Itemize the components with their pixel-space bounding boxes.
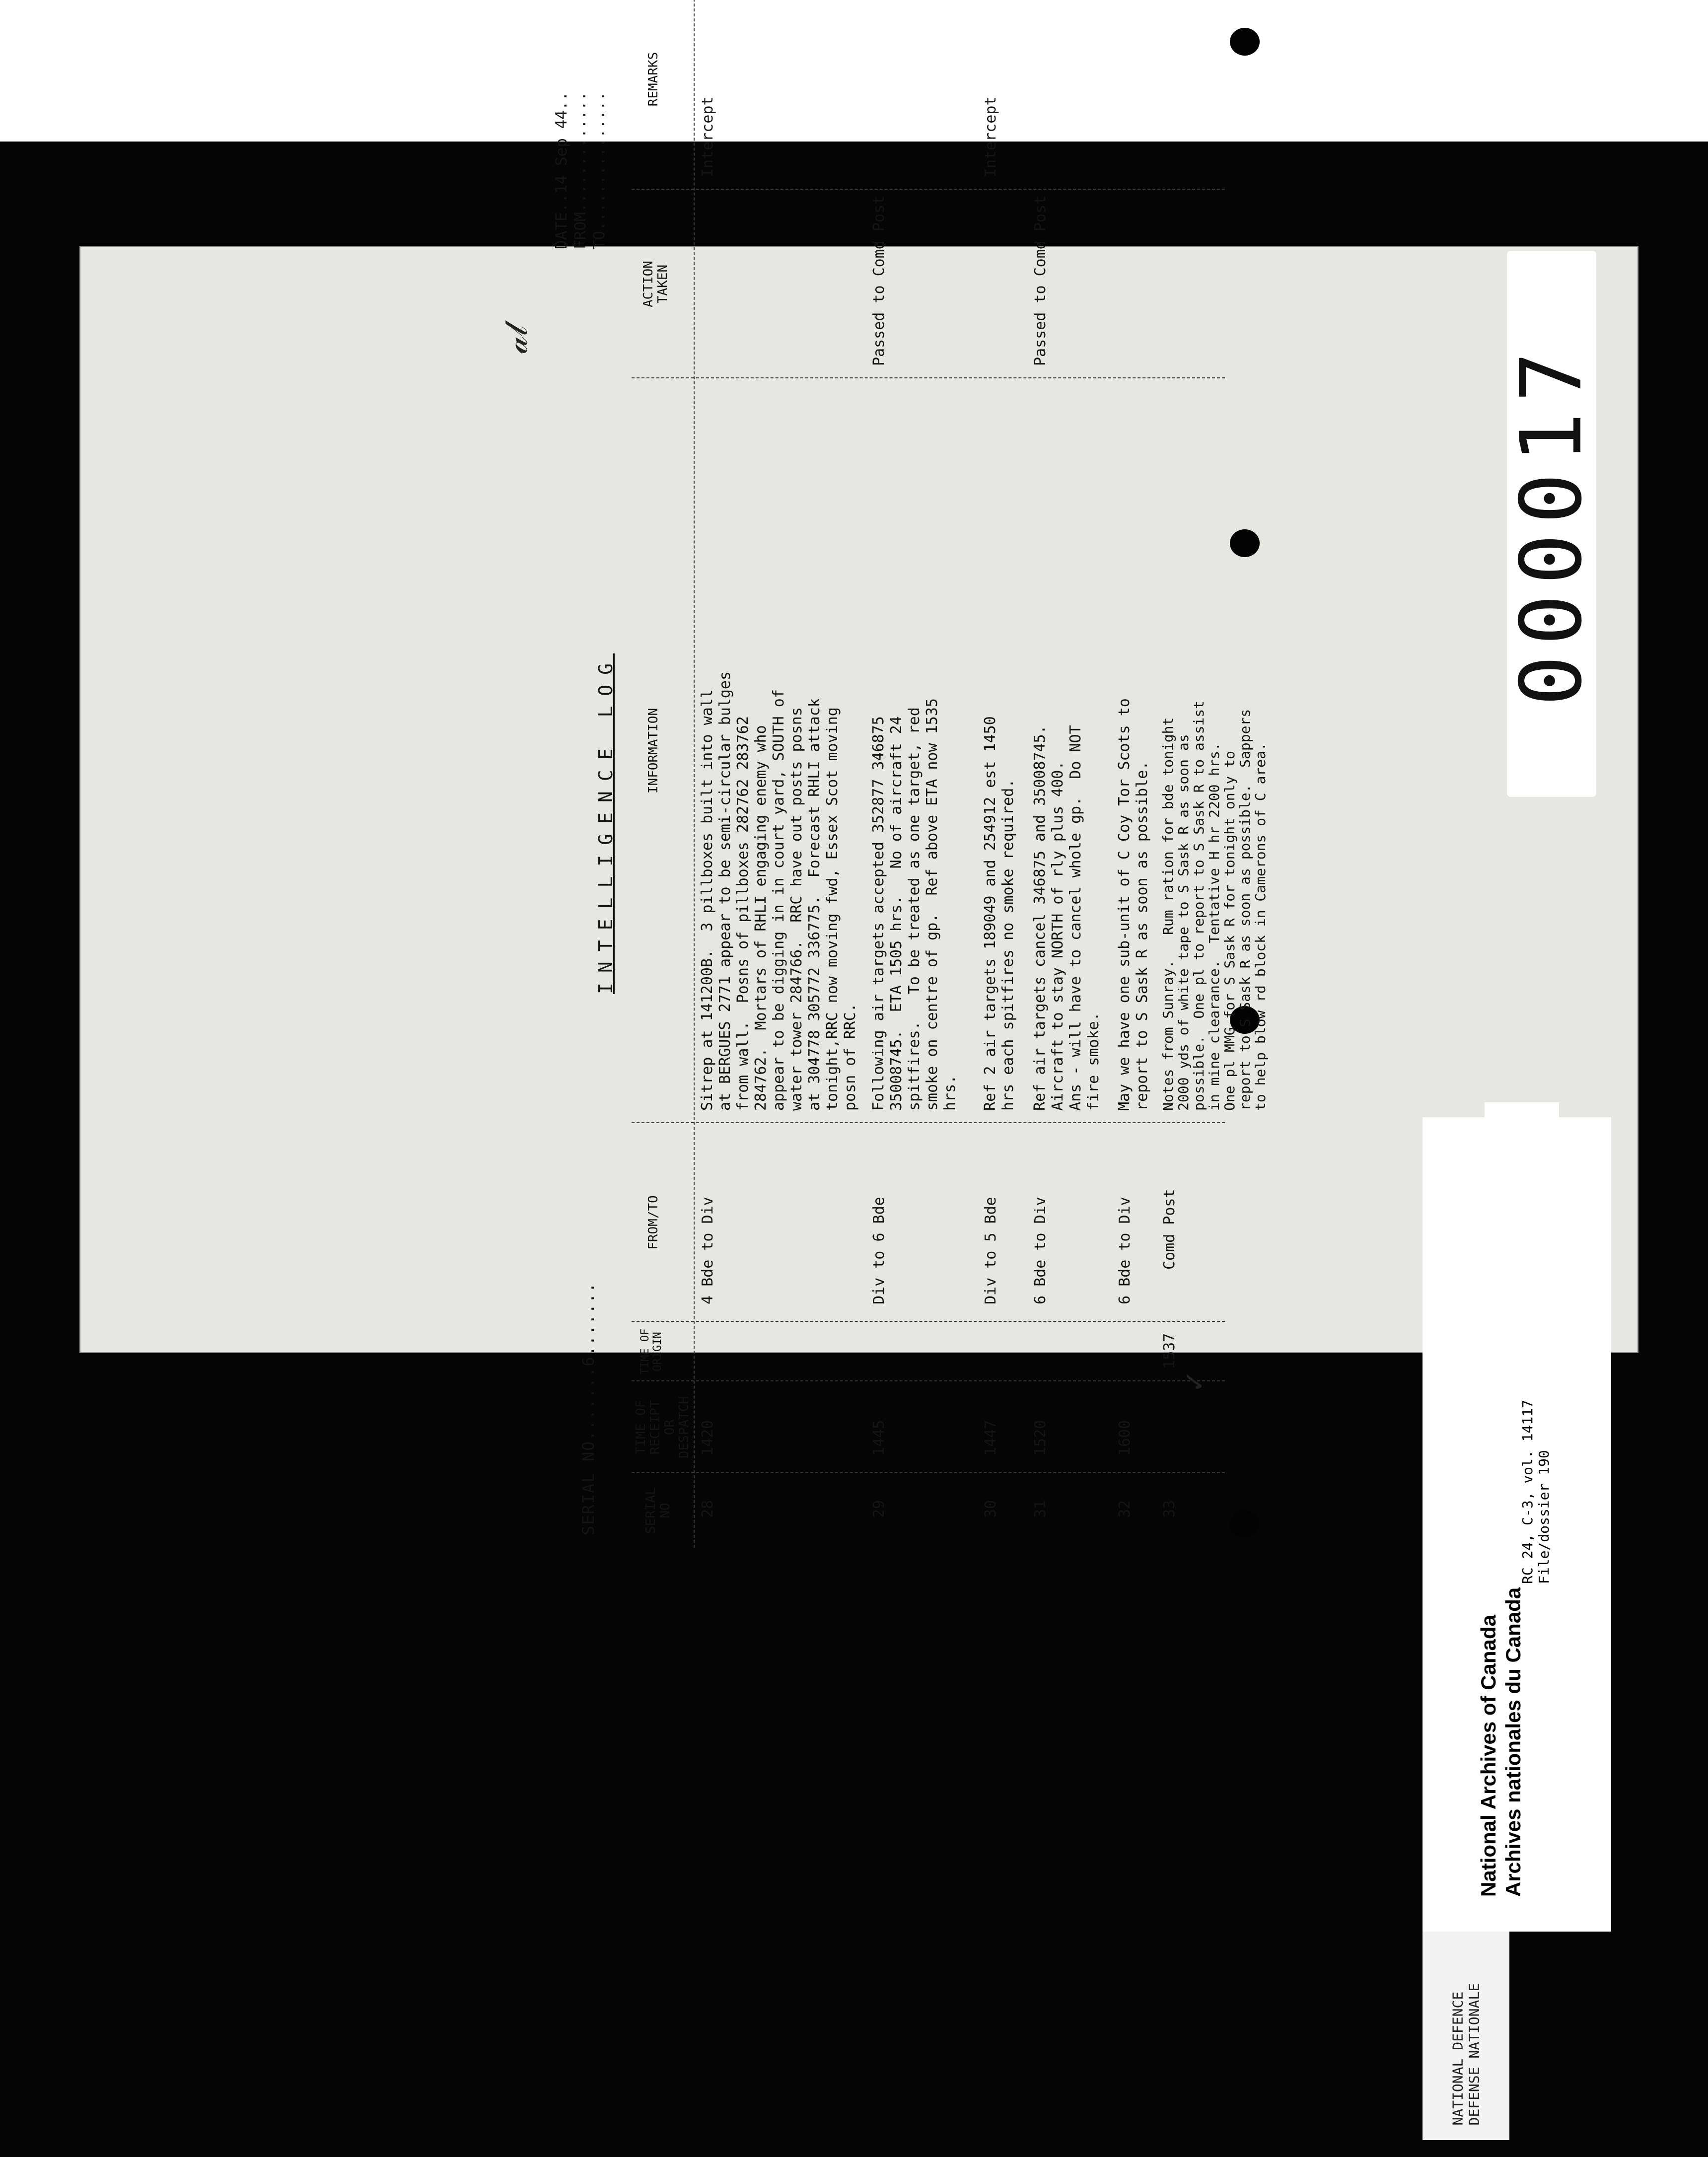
archive-label (1423, 1117, 1611, 1932)
entry-serial: 33 (1161, 1500, 1178, 1518)
header-rule (694, 0, 695, 1548)
punch-hole (1230, 529, 1260, 557)
entry-information: Notes from Sunray. Rum ration for bde tonight 2000 yds of white tape to S Sask R as soon as possible. One pl to report to S Sask R to assist in mine clearance. Tentative H hr 2200 hrs. One pl MMG for S Sask R for tonight only to report to S Sask R as soon as possible. Sappers to help blow rd block in Camerons of C area. (1160, 700, 1269, 1111)
column-rule (632, 1380, 1225, 1381)
department-label (1423, 1932, 1509, 2140)
entry-serial: 31 (1032, 1500, 1049, 1518)
header-time-origin: TIME OF ORIGIN (639, 1328, 664, 1375)
archive-file: File/dossier 190 (1536, 1450, 1552, 1584)
column-rule (632, 1122, 1225, 1123)
entry-from-to: 6 Bde to Div (1032, 1197, 1049, 1304)
header-time-receipt: TIME OF RECEIPT OR DESPATCH (634, 1396, 692, 1459)
entry-serial: 28 (699, 1500, 716, 1518)
entry-serial: 30 (982, 1500, 999, 1518)
date-block (552, 92, 609, 249)
header-remarks: REMARKS (646, 52, 661, 107)
log-table (632, 0, 1269, 1548)
column-rule (632, 1321, 1225, 1322)
archive-reference: RC 24, C-3, vol. 14117 (1519, 1400, 1536, 1584)
entry-serial: 32 (1116, 1500, 1134, 1518)
entry-information: Following air targets accepted 352877 346875 35008745. ETA 1505 hrs. No of aircraft 24 spitfires. To be treated as one target, red smoke on centre of gp. Ref above ETA now 1535 hrs. (870, 698, 959, 1111)
pen-mark: ✓ (1176, 1372, 1212, 1391)
header-serial: SERIAL NO (643, 1487, 673, 1534)
entry-from-to: 4 Bde to Div (699, 1197, 716, 1304)
entry-time: 1445 (870, 1420, 888, 1456)
intelligence-log-page (453, 0, 1267, 1669)
entry-time: 1447 (982, 1420, 999, 1456)
entry-from-to: 6 Bde to Div (1116, 1197, 1134, 1304)
from-line: FROM............. (571, 91, 589, 249)
entry-from-to: Div to 6 Bde (870, 1197, 888, 1304)
entry-time: 1420 (699, 1420, 716, 1456)
to-line: TO............... (590, 91, 608, 249)
column-rule (632, 189, 1225, 190)
entry-time: 1520 (1032, 1420, 1049, 1456)
entry-time-origin: 1537 (1161, 1333, 1178, 1369)
archive-name-en: National Archives of Canada (1477, 1615, 1500, 1897)
entry-time: 1600 (1116, 1420, 1134, 1456)
entry-from-to: Comd Post (1161, 1189, 1178, 1270)
punch-hole (1230, 28, 1260, 56)
frame-counter-text: 000017 (1502, 341, 1601, 707)
entry-remarks: Intercept (982, 96, 999, 177)
entry-action: Passed to Comd Post (870, 195, 888, 366)
handwritten-initials: 𝒶𝓁 (498, 325, 535, 354)
entry-information: Ref air targets cancel 346875 and 35008745. Aircraft to stay NORTH of rly plus 400. Ans - will have to cancel whole gp. Do NOT fire smoke. (1031, 725, 1102, 1111)
header-from-to: FROM/TO (646, 1195, 661, 1250)
entry-information: Sitrep at 141200B. 3 pillboxes built into wall at BERGUES 2771 appear to be semi-circular bulges from wall. Posns of pillboxes 282762 283762 284762. Mortars of RHLI engaging enemy who appear to be digging in in court yard, SOUTH of water tower 284766. RRC have out posts posns at 304778 305772 336775. Forecast RHLI attack tonight,RRC now moving fwd, Essex Scot moving posn of RRC. (699, 671, 859, 1111)
serial-number: SERIAL NO.......6....... (579, 1282, 598, 1535)
entry-remarks: Intercept (699, 96, 716, 177)
header-information: INFORMATION (646, 708, 661, 794)
archive-name-fr: Archives nationales du Canada (1501, 1587, 1525, 1897)
entry-information: Ref 2 air targets 189049 and 254912 est 1450 hrs each spitfires no smoke required. (982, 716, 1017, 1111)
log-title: INTELLIGENCE LOG (595, 653, 617, 994)
punch-hole (1230, 1510, 1260, 1538)
entry-serial: 29 (870, 1500, 888, 1518)
header-action-taken: ACTION TAKEN (641, 261, 670, 307)
entry-action: Passed to Comd Post (1032, 195, 1049, 366)
entry-information: May we have one sub-unit of C Coy Tor Scots to report to S Sask R as soon as possible. (1116, 698, 1151, 1111)
date-line: DATE..14 Sep 44.. (553, 91, 570, 249)
column-rule (632, 1472, 1225, 1473)
entry-from-to: Div to 5 Bde (982, 1197, 999, 1304)
frame-counter (1502, 251, 1601, 797)
department-en: NATIONAL DEFENCE (1449, 1991, 1466, 2126)
department-fr: DEFENSE NATIONALE (1466, 1983, 1482, 2126)
column-rule (632, 377, 1225, 378)
